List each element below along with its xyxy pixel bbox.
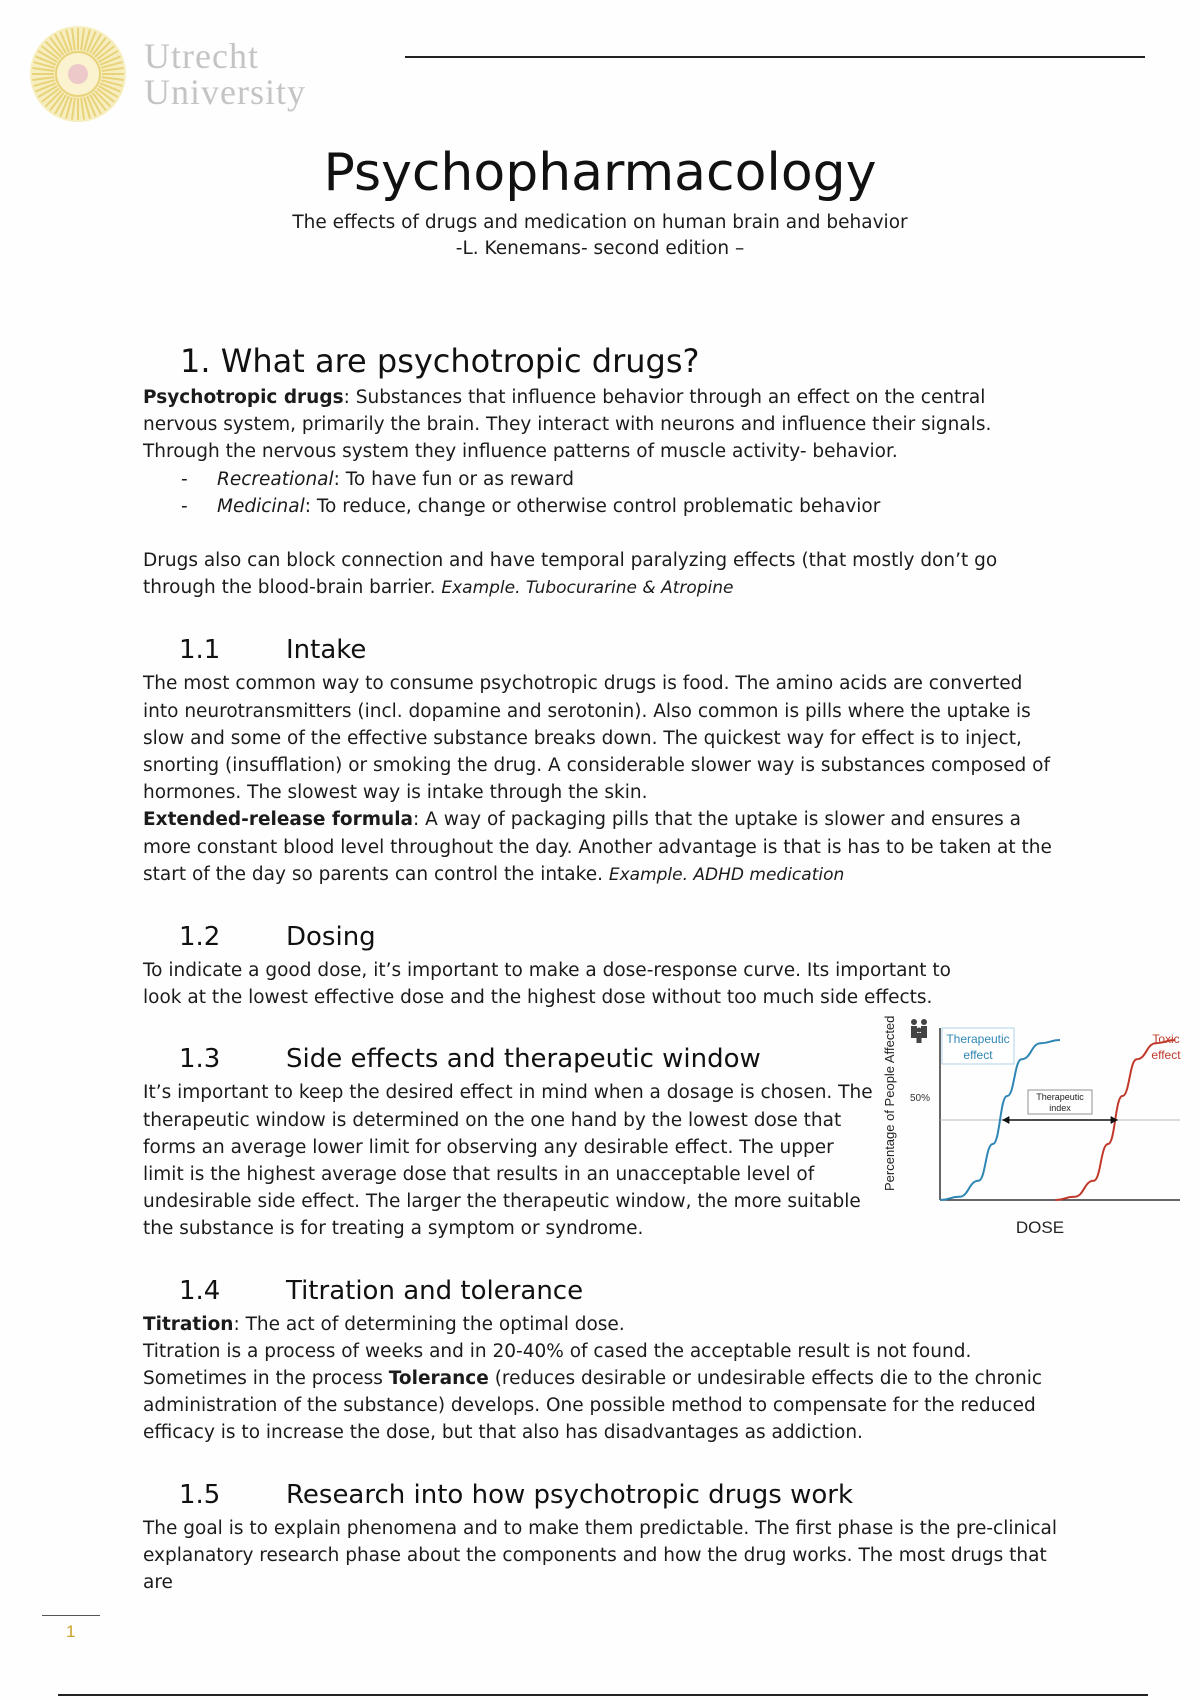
university-seal-icon [28,24,128,124]
extended-release-definition: Extended-release formula: A way of packaging pills that the uptake is slower and ensures a more constant blood level throughout the day. Another advantage is that is has to be taken at the start of the day so parents can control the intake. Example. ADHD medication [143,809,1052,885]
y-axis-label: Percentage of People Affected [882,1015,897,1191]
intake-paragraph: The most common way to consume psychotropic drugs is food. The amino acids are converted into neurotransmitters (incl. dopamine and serotonin). Also common is pills where the uptake is slow and some of the effective substance breaks down. The quickest way for effect is to inject, snorting (insufflation) or smoking the drug. A considerable slower way is substances composed of hormones. The slowest way is intake through the skin. [143,673,1051,804]
therapeutic-effect-label: Therapeutic [946,1032,1010,1046]
y-tick-label-50: 50% [910,1093,931,1104]
page-number: 1 [66,1622,76,1641]
x-axis-label: DOSE [1015,1218,1065,1237]
blood-brain-barrier-paragraph: Drugs also can block connection and have temporal paralyzing effects (that mostly don’t go through the blood-brain barrier. Example. Tubocurarine & Atropine [143,550,998,599]
footnote-rule [42,1615,100,1616]
people-icon [911,1019,927,1043]
document-author: -L. Kenemans- second edition – [455,238,745,259]
dosing-paragraph: To indicate a good dose, it’s important to make a dose-response curve. Its important to look at the lowest effective dose and the highest dose without too much side effects. [143,960,951,1009]
section-1-1-heading: 1.1 Intake [179,635,367,666]
list-item: - Recreational: To have fun or as reward [181,468,574,490]
list-item: - Medicinal: To reduce, change or otherwise control problematic behavior [181,495,881,517]
toxic-effect-label: Toxic [1152,1032,1180,1046]
document-subtitle: The effects of drugs and medication on human brain and behavior [292,212,908,233]
therapeutic-index-label: index [1049,1103,1071,1113]
university-logo [28,24,348,124]
university-name: Utrecht University [144,36,306,112]
section-1-2-heading: 1.2 Dosing [179,922,376,953]
dose-response-chart [880,978,1185,1248]
section-1-5-heading: 1.5 Research into how psychotropic drugs work [179,1479,854,1510]
therapeutic-index-label: Therapeutic [1036,1092,1084,1102]
therapeutic-effect-label: effect [963,1048,993,1062]
therapeutic-window-paragraph: It’s important to keep the desired effect in mind when a dosage is chosen. The therapeutic window is determined on the one hand by the lowest dose that forms an average lower limit for observing any desirable effect. The upper limit is the highest average dose that results in an unacceptable level of undesirable side effect. The larger the therapeutic window, the more suitable the substance is for treating a symptom or syndrome. [143,1082,873,1240]
document-body [143,340,1063,1596]
psychotropic-drugs-definition: Psychotropic drugs: Substances that influence behavior through an effect on the central nervous system, primarily the brain. They interact with neurons and influence their signals. Through the nervous system they influence patterns of muscle activity- behavior. [143,387,992,463]
document-title: Psychopharmacology [323,143,877,203]
section-1-4-heading: 1.4 Titration and tolerance [179,1275,584,1306]
section-1-heading: 1. What are psychotropic drugs? [180,342,700,380]
section-1-3-heading: 1.3 Side effects and therapeutic window [179,1044,761,1075]
toxic-effect-label: effect [1151,1048,1181,1062]
titration-definition: Titration: The act of determining the optimal dose. [143,1313,625,1335]
header-rule [405,56,1145,58]
page-bottom-rule [58,1694,1148,1696]
research-paragraph: The goal is to explain phenomena and to make them predictable. The first phase is the pre-clinical explanatory research phase about the components and how the drug works. The most drugs that are [143,1517,1057,1594]
arrowhead-left [1002,1116,1009,1124]
tolerance-paragraph: Titration is a process of weeks and in 20-40% of cased the acceptable result is not found. Sometimes in the process Tolerance (reduces desirable or undesirable effects die to the chronic administration of the substance) develops. One possible method to compensate for the reduced efficacy is to increase the dose, but that also has disadvantages as addiction. [143,1340,1043,1444]
